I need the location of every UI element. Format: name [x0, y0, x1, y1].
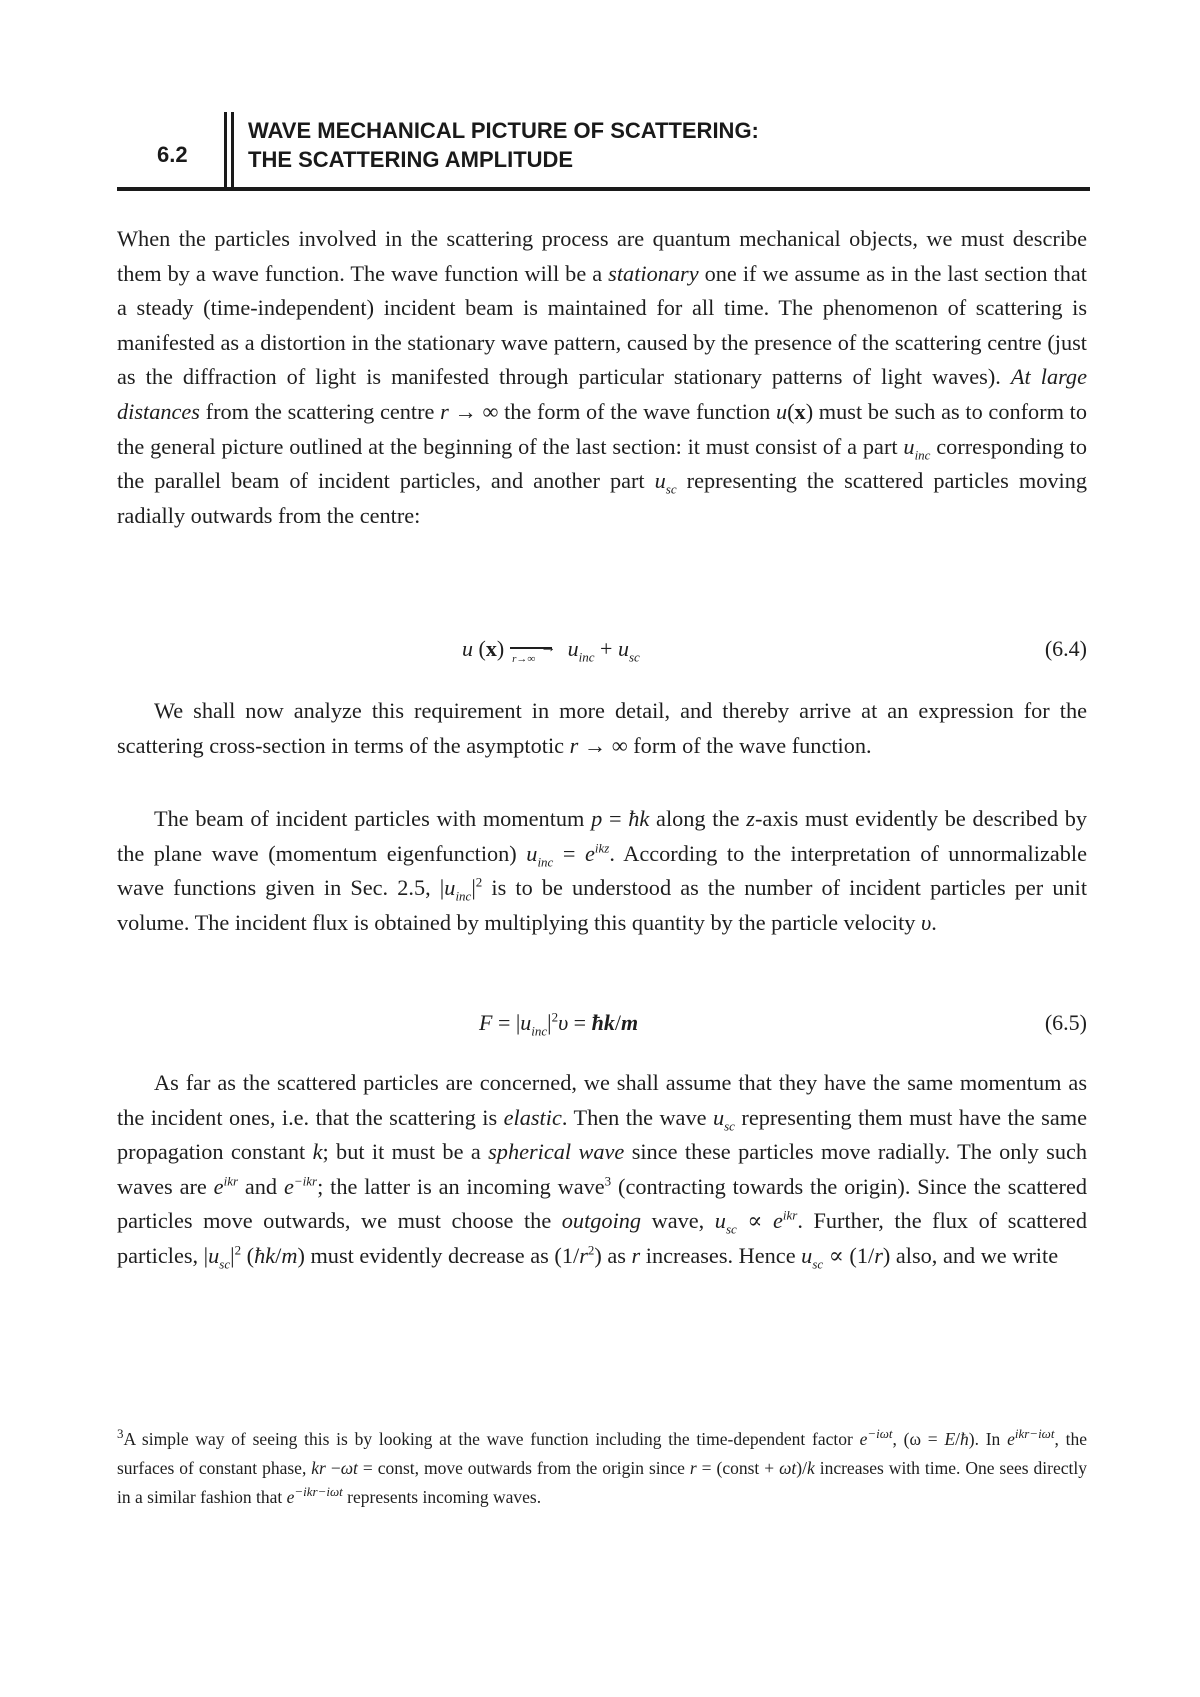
paragraph-4: [117, 1066, 1087, 1274]
equation-number: (6.4): [1044, 636, 1087, 661]
text: increases. Hence: [640, 1242, 802, 1268]
math-var: u: [526, 840, 538, 866]
math-var: u: [462, 636, 473, 661]
section-title-line-1: WAVE MECHANICAL PICTURE OF SCATTERING:: [248, 118, 759, 143]
text: = const, move outwards from the origin since: [357, 1457, 690, 1478]
text: increases with time. One sees directly in a similar fashion that: [117, 1457, 1087, 1507]
math-var: ħ: [960, 1429, 969, 1449]
heading-divider-bar: [224, 112, 227, 190]
emphasis: spherical wave: [488, 1139, 625, 1165]
subscript: sc: [725, 1221, 737, 1237]
text: )/: [796, 1457, 807, 1478]
text: and: [238, 1173, 284, 1199]
math-var: e: [283, 1173, 294, 1199]
text: represents incoming waves.: [342, 1486, 542, 1507]
math-var: r: [579, 1242, 588, 1268]
superscript: 2: [551, 1009, 559, 1025]
math-var: υ: [921, 909, 932, 935]
subscript: sc: [219, 1256, 231, 1272]
text: ). In: [968, 1429, 1008, 1449]
text: =: [602, 806, 629, 831]
emphasis: At large distances: [117, 364, 1087, 424]
math-var: k: [312, 1139, 323, 1165]
superscript: ikr−iωt: [1014, 1426, 1055, 1442]
math-var: u: [444, 875, 456, 901]
math-vector: x: [485, 636, 497, 661]
math-var: u: [801, 1242, 813, 1268]
footnote-marker: 3: [604, 1173, 612, 1189]
text: ) must be such as to conform to the general picture outlined at the beginning of the last section: it must consist of a part: [117, 398, 1087, 459]
text: .: [931, 909, 937, 935]
text: ∝ (1/: [823, 1242, 875, 1268]
text: wave,: [641, 1208, 715, 1234]
text: = |: [492, 1010, 521, 1035]
math-var: r: [631, 1242, 641, 1268]
text: is to be understood as the number of incident particles per unit volume. The incident flux is obtained by multiplying this quantity by the particle velocity: [117, 875, 1088, 935]
math-var: ωt: [340, 1457, 358, 1478]
math-var: ħk: [591, 1010, 615, 1035]
superscript: ikr: [223, 1173, 239, 1189]
text: ): [496, 636, 505, 661]
math-var: u: [714, 1208, 726, 1234]
subscript: inc: [914, 447, 931, 463]
math-var: u: [520, 1010, 532, 1035]
math-var: u: [775, 398, 788, 424]
text: . Then the wave: [561, 1104, 713, 1130]
emphasis: outgoing: [561, 1208, 642, 1234]
math-var: p: [591, 806, 603, 831]
heading-divider-bar: [231, 112, 234, 190]
text: . According to the interpretation of unnormalizable wave functions given in Sec. 2.5, |: [117, 840, 1087, 901]
text: /: [955, 1429, 961, 1449]
math-var: kr: [311, 1457, 326, 1478]
superscript: 2: [587, 1242, 595, 1258]
text: =: [553, 840, 585, 866]
math-var: e: [1007, 1429, 1015, 1449]
text: ) as: [594, 1242, 632, 1268]
math-var: u: [567, 636, 579, 661]
text: /: [614, 1010, 621, 1035]
text: We shall now analyze this requirement in more detail, and thereby arrive at an expression for the scattering cross-section in terms of the asymptotic: [117, 698, 1087, 758]
text: +: [594, 636, 618, 661]
math-var: u: [654, 468, 666, 494]
subscript: inc: [531, 1023, 548, 1039]
superscript: 2: [234, 1242, 242, 1258]
text: When the particles involved in the scattering process are quantum mechanical objects, we must describe them by a wave function. The wave function will be a: [117, 226, 1087, 286]
text: ∝: [736, 1208, 773, 1234]
text: since these particles move radially. The only such waves are: [117, 1139, 1088, 1199]
subscript: inc: [578, 649, 595, 665]
math-var: ħk: [254, 1242, 276, 1268]
paragraph-1: [117, 222, 1087, 533]
text: . Further, the flux of scattered particles, |: [117, 1208, 1087, 1268]
math-var: u: [617, 636, 629, 661]
text: |: [547, 1010, 552, 1035]
subscript: inc: [455, 888, 472, 904]
text: ) must evidently decrease as (1/: [297, 1242, 580, 1268]
limit-label: r→∞: [512, 652, 536, 665]
text: /: [275, 1242, 282, 1268]
equation-number: (6.5): [1044, 1010, 1087, 1035]
footnote: [117, 1425, 1087, 1511]
text: ; the latter is an incoming wave: [317, 1173, 605, 1199]
footnote-marker: 3: [117, 1426, 124, 1442]
text: representing them must have the same propagation constant: [117, 1104, 1087, 1165]
text: −: [325, 1457, 341, 1478]
superscript: −ikr−iωt: [294, 1483, 343, 1499]
text: As far as the scattered particles are concerned, we shall assume that they have the same momentum as the incident ones, i.e. that the scattering is: [117, 1070, 1087, 1130]
text: =: [568, 1010, 592, 1035]
math-var: k: [806, 1457, 815, 1478]
section-title: [248, 116, 759, 174]
math-var: z: [746, 806, 755, 831]
section-number: 6.2: [157, 142, 188, 167]
math-var: u: [712, 1104, 725, 1130]
superscript: ikr: [782, 1207, 798, 1223]
text: ) also, and we write: [882, 1242, 1059, 1268]
equation-body: [462, 636, 640, 665]
math-var: F: [479, 1010, 493, 1035]
equation-body: [479, 1009, 639, 1039]
text: corresponding to the parallel beam of incident particles, and another part: [117, 433, 1088, 494]
subscript: sc: [724, 1118, 735, 1134]
text: |: [471, 875, 476, 901]
math-var: e: [773, 1208, 783, 1234]
heading-rule: [117, 187, 1090, 191]
math-var: υ: [558, 1010, 569, 1035]
text: = (const +: [696, 1457, 780, 1478]
math-var: e: [213, 1173, 224, 1199]
emphasis: elastic: [503, 1104, 562, 1130]
math-var: r: [569, 732, 579, 758]
emphasis: stationary: [608, 260, 699, 286]
text: representing the scattered particles moving radially outwards from the centre:: [117, 468, 1087, 528]
text: -axis must evidently be described by the plane wave (momentum eigenfunction): [117, 806, 1087, 866]
text: (: [787, 398, 795, 424]
paragraph-3: [117, 802, 1087, 940]
math-var: e: [859, 1429, 868, 1449]
equation-6-4: [117, 636, 1087, 672]
superscript: ikz: [594, 840, 610, 856]
subscript: inc: [537, 854, 554, 870]
text: (: [473, 636, 486, 661]
subscript: sc: [812, 1256, 824, 1272]
text: (contracting towards the origin). Since the scattered particles move outwards, we must choose the: [117, 1173, 1088, 1234]
math-var: r: [440, 398, 449, 424]
section-heading: [117, 112, 1090, 190]
math-var: m: [620, 1010, 639, 1035]
text: , the surfaces of constant phase,: [117, 1429, 1088, 1478]
text: A simple way of seeing this is by looking at the wave function including the time-dependent factor: [123, 1429, 860, 1449]
math-var: m: [281, 1242, 298, 1268]
text: one if we assume as in the last section that a steady (time-independent) incident beam is maintained for all time. The phenomenon of scattering is manifested as a distortion in the stationary wave pattern, caused by the presence of the scattering centre (just as the diffraction of light is manifested through particular stationary patterns of light waves).: [117, 260, 1087, 390]
text: , (ω =: [892, 1429, 945, 1449]
text: along the: [649, 806, 747, 831]
subscript: sc: [665, 481, 677, 497]
equation-6-5: [117, 1010, 1087, 1046]
math-var: e: [286, 1486, 295, 1507]
text: ; but it must be a: [322, 1139, 489, 1165]
text: → ∞ the form of the wave function: [448, 398, 776, 424]
text: The beam of incident particles with momentum: [154, 806, 592, 831]
subscript: sc: [628, 649, 640, 665]
math-var: E: [944, 1429, 956, 1449]
section-title-line-2: THE SCATTERING AMPLITUDE: [248, 147, 574, 172]
math-var: r: [874, 1242, 883, 1268]
math-vector: x: [794, 398, 806, 424]
text: → ∞ form of the wave function.: [578, 732, 872, 758]
math-var: r: [689, 1457, 697, 1478]
math-var: ωt: [779, 1457, 797, 1478]
text: (: [241, 1242, 255, 1268]
superscript: 2: [475, 874, 483, 890]
superscript: −ikr: [293, 1173, 318, 1189]
math-var: u: [903, 433, 915, 459]
math-var: ħk: [628, 806, 650, 831]
math-var: e: [584, 840, 595, 866]
paragraph-2: [117, 694, 1087, 763]
superscript: −iωt: [867, 1426, 893, 1442]
text: from the scattering centre: [199, 398, 441, 424]
math-var: u: [208, 1242, 220, 1268]
limit-arrow-icon: → r→∞: [512, 638, 557, 665]
text: |: [230, 1242, 235, 1268]
